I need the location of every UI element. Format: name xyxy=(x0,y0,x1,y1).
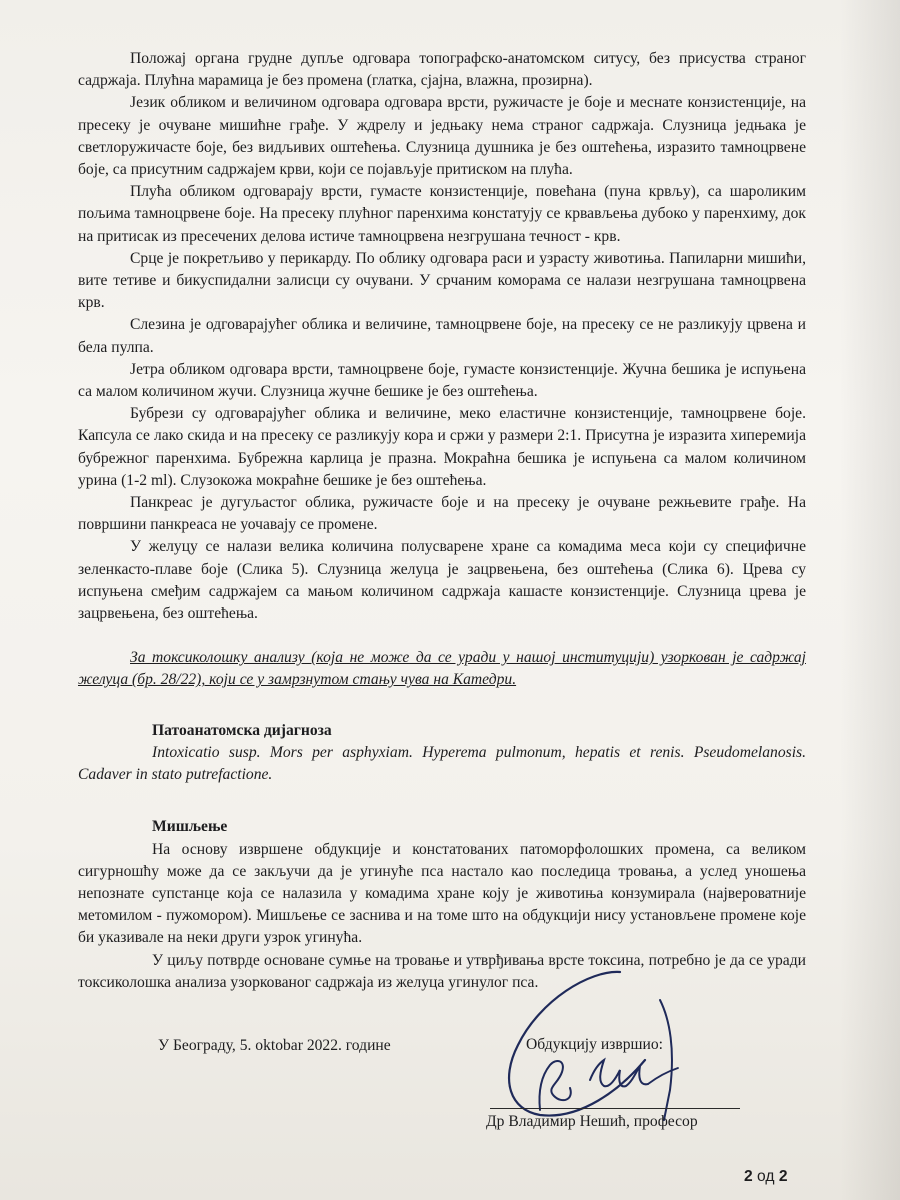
document-body xyxy=(78,48,806,994)
page-current: 2 xyxy=(744,1168,753,1185)
paragraph-spleen: Слезина је одговарајућег облика и величине, тамноцрвене боје, на пресеку се не разликују црвена и бела пулпа. xyxy=(78,316,806,356)
place-date: У Београду, 5. oktobar 2022. године xyxy=(158,1037,391,1054)
page-total: 2 xyxy=(778,1168,788,1185)
performed-by-label: Обдукцију извршио: xyxy=(526,1036,663,1053)
signature-line xyxy=(490,1108,740,1109)
paragraph-heart: Срце је покретљиво у перикарду. По облику одговара раси и узрасту животиња. Папиларни мишићи, вите тетиве и бикуспидални залисци су очувани. У срчаним коморама се налази незгрушана тамноцрвена крв. xyxy=(78,249,806,312)
paragraph-lungs: Плућа обликом одговарају врсти, гумасте конзистенције, повећана (пуна крвљу), са шароликим пољима тамноцрвене боје. На пресеку плућног паренхима констатују се крвављења дубоко у паренхиму, док на притисак из пресечених делова истиче тамноцрвена незгрушана течност - крв. xyxy=(78,183,806,245)
toxicology-note: За токсиколошку анализу (која не може да се уради у нашој институцији) узоркован је садржај желуца (бр. 28/22), који се у замрзнутом стању чува на Катедри. xyxy=(78,649,806,689)
paragraph-liver: Јетра обликом одговара врсти, тамноцрвене боје, гумасте конзистенције. Жучна бешика је испуњена са малом количином жучи. Слузница жучне бешике је без оштећења. xyxy=(78,360,806,401)
page-shadow xyxy=(840,0,900,1200)
paragraph-pancreas: Панкреас је дугуљастог облика, ружичасте боје и на пресеку је очуване режњевите грађе. На површини панкреаса не уочавају се промене. xyxy=(78,494,806,534)
opinion-paragraph-1: На основу извршене обдукције и констатованих патоморфолошких промена, са великом сигурношћу може да се закључи да је угинуће пса настало као последица тровања, а услед уношења непознате супстанце која се налазила у комадима хране коју је животиња конзумирала (највероватније метомилом - пужомором). Мишљење се заснива и на томе што на обдукцији нису установљене промене које би указивале на неки други узрок угинућа. xyxy=(78,840,806,947)
paragraph-stomach: У желуцу се налази велика количина полусварене хране са комадима меса који су специфичне зеленкасто-плаве боје (Слика 5). Слузница желуца је зацрвењена, без оштећења (Слика 6). Црева су испуњена смеђим садржајем са мањом количином садржаја кашасте конзистенције. Слузница црева је зацрвењена, без оштећења. xyxy=(78,538,806,623)
opinion-paragraph-2: У циљу потврде основане сумње на тровање и утврђивања врсте токсина, потребно је да се уради токсиколошка анализа узоркованог садржаја из желуца угинулог пса. xyxy=(78,951,806,991)
page-of: од xyxy=(757,1168,775,1185)
diagnosis-text: Intoxicatio susp. Mors per asphyxiam. Hyperema pulmonum, hepatis et renis. Pseudomelanosis. Cadaver in stato putrefactione. xyxy=(78,743,806,784)
signature-icon xyxy=(470,960,730,1130)
diagnosis-title: Патоанатомска дијагноза xyxy=(152,721,332,739)
paragraph-tongue-esophagus: Језик обликом и величином одговара одговара врсти, ружичасте је боје и меснате конзистенције, на пресеку је очуване мишићне грађе. У ждрелу и једњаку нема страног садржаја. Слузница једњака је светлоружичасте боје, без видљивих оштећења. Слузница душника је без оштећења, изразито тамноцрвене боје, са присутним садржајем крви, који се појављује притиском на плућа. xyxy=(78,94,806,179)
paragraph-kidneys: Бубрези су одговарајућег облика и величине, меко еластичне конзистенције, тамноцрвене боје. Капсула се лако скида и на пресеку се разликују кора и сржи у размери 2:1. Присутна је изразита хиперемија бубрежног паренхима. Бубрежна карлица је празна. Мокраћна бешика је испуњена са малом количином урина (1-2 ml). Слузокожа мокраћне бешике је без оштећења. xyxy=(78,405,806,489)
paragraph-thorax: Положај органа грудне дупље одговара топографско-анатомском ситусу, без присуства страног садржаја. Плућна марамица је без промена (глатка, сјајна, влажна, прозирна). xyxy=(78,50,806,90)
opinion-title: Мишљење xyxy=(152,818,228,836)
doctor-name: Др Владимир Нешић, професор xyxy=(486,1113,698,1130)
page-number xyxy=(744,1168,788,1186)
